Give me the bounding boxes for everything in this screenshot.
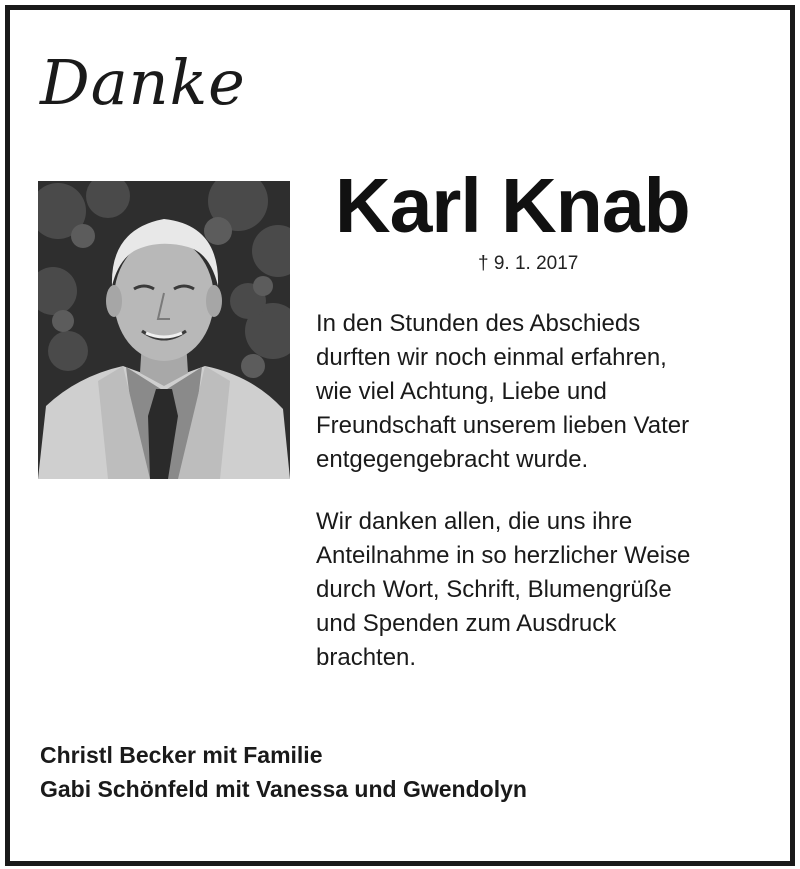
signature-line: Christl Becker mit Familie <box>40 742 323 768</box>
message-line: durften wir noch einmal erfahren, <box>316 344 667 371</box>
message-line: und Spenden zum Ausdruck <box>316 610 617 637</box>
notice-heading: Danke <box>40 46 246 119</box>
message-paragraph-2 <box>316 505 756 675</box>
message-line: Wir danken allen, die uns ihre <box>316 508 633 535</box>
message-line: entgegengebracht wurde. <box>316 446 589 473</box>
message-line: Anteilnahme in so herzlicher Weise <box>316 542 691 569</box>
message-line: Freundschaft unserem lieben Vater <box>316 412 690 439</box>
death-date: † 9. 1. 2017 <box>478 253 579 274</box>
message-line: In den Stunden des Abschieds <box>316 310 641 337</box>
message-paragraph-1 <box>316 307 756 477</box>
message-line: durch Wort, Schrift, Blumengrüße <box>316 576 672 603</box>
signature-line: Gabi Schönfeld mit Vanessa und Gwendolyn <box>40 776 527 802</box>
deceased-name: Karl Knab <box>335 163 690 249</box>
message-line: brachten. <box>316 644 417 671</box>
portrait-photo <box>38 181 290 479</box>
message-line: wie viel Achtung, Liebe und <box>316 378 607 405</box>
signatures <box>40 738 527 806</box>
